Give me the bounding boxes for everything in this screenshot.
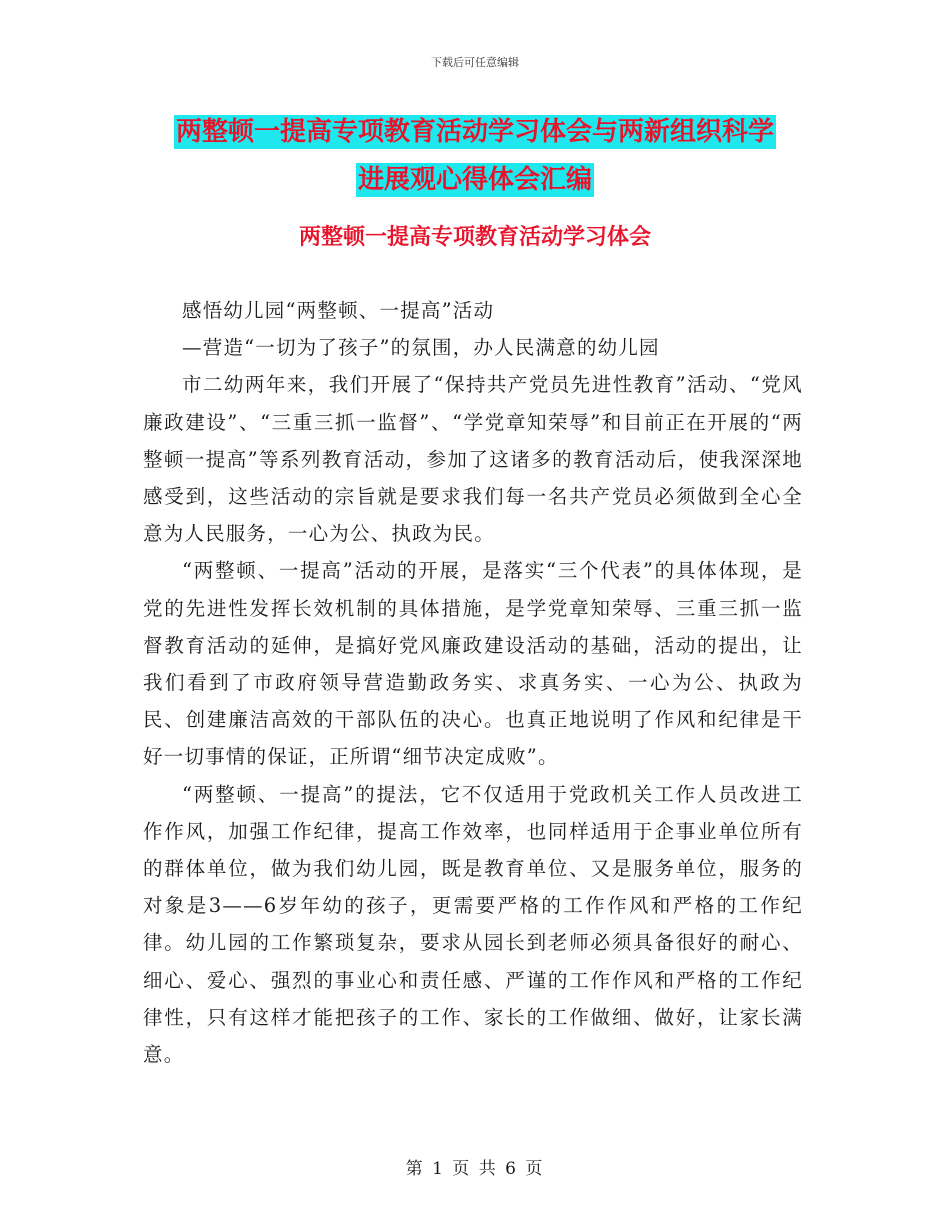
document-title-line-1: 两整顿一提高专项教育活动学习体会与两新组织科学 <box>175 117 774 147</box>
header-note: 下载后可任意编辑 <box>431 56 519 69</box>
document-body <box>143 292 803 1073</box>
section-title: 两整顿一提高专项教育活动学习体会 <box>298 225 651 250</box>
paragraph: “两整顿、一提高”活动的开展，是落实“三个代表”的具体体现，是党的先进性发挥长效机制的具体措施，是学党章知荣辱、三重三抓一监督教育活动的延伸，是搞好党风廉政建设活动的基础，活动的提出，让我们看到了市政府领导营造勤政务实、求真务实、一心为公、执政为民、创建廉洁高效的干部队伍的决心。也真正地说明了作风和纪律是干好一切事情的保证，正所谓“细节决定成败”。 <box>143 559 803 769</box>
paragraph: —营造“一切为了孩子”的氛围，办人民满意的幼儿园 <box>182 336 660 360</box>
page-number: 第 1 页 共 6 页 <box>405 1159 545 1179</box>
paragraph: 市二幼两年来，我们开展了“保持共产党员先进性教育”活动、“党风廉政建设”、“三重三抓一监督”、“学党章知荣辱”和目前正在开展的“两整顿一提高”等系列教育活动，参加了这诸多的教育活动后，使我深深地感受到，这些活动的宗旨就是要求我们每一名共产党员必须做到全心全意为人民服务，一心为公、执政为民。 <box>143 373 803 546</box>
paragraph: 感悟幼儿园“两整顿、一提高”活动 <box>182 299 495 322</box>
document-title <box>0 108 950 204</box>
paragraph: “两整顿、一提高”的提法，它不仅适用于党政机关工作人员改进工作作风，加强工作纪律，提高工作效率，也同样适用于企事业单位所有的群体单位，做为我们幼儿园，既是教育单位、又是服务单位，服务的对象是3——6岁年幼的孩子，更需要严格的工作作风和严格的工作纪律。幼儿园的工作繁琐复杂，要求从园长到老师必须具备很好的耐心、细心、爱心、强烈的事业心和责任感、严谨的工作作风和严格的工作纪律性，只有这样才能把孩子的工作、家长的工作做细、做好，让家长满意。 <box>143 782 803 1067</box>
document-title-line-2: 进展观心得体会汇编 <box>357 165 592 195</box>
